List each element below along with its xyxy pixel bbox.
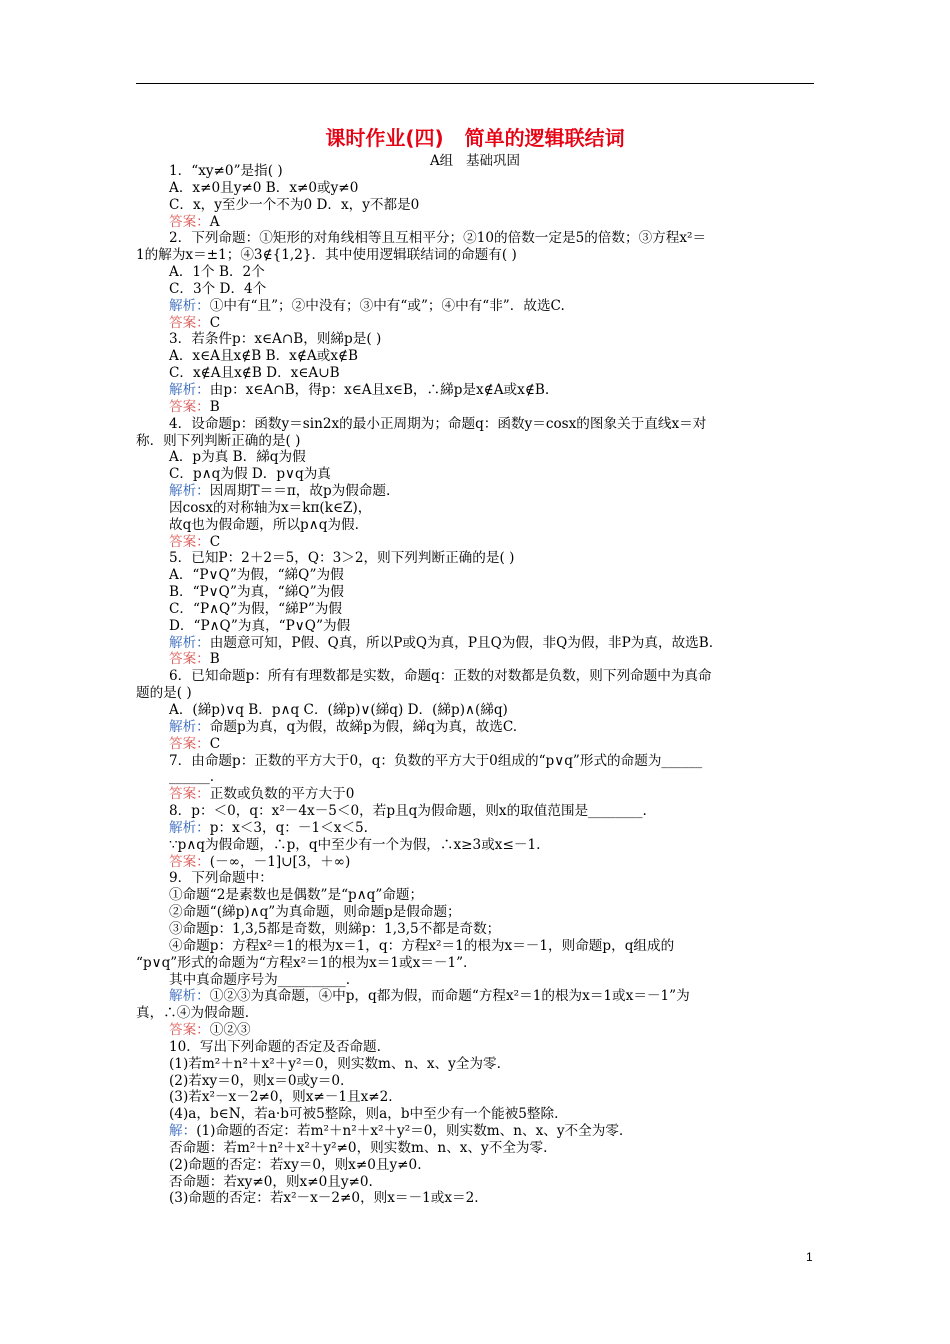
explanation-label: 解析： (169, 381, 210, 398)
text-line (136, 1190, 816, 1207)
line-text: ①命题“2是素数也是偶数”是“p∧q”命题； (169, 887, 424, 904)
text-line (136, 315, 816, 332)
text-line (136, 854, 816, 871)
line-text: A (209, 213, 220, 230)
page-number: 1 (806, 1250, 813, 1264)
line-text: B (209, 398, 220, 415)
text-line (136, 399, 816, 416)
text-line (136, 618, 816, 635)
line-text: ①中有“且”；②中没有；③中有“或”；④中有“非”．故选C. (209, 297, 565, 314)
line-text: 否命题：若xy≠0，则x≠0且y≠0. (169, 1173, 373, 1190)
text-line (136, 753, 816, 770)
line-text: 题的是( ) (136, 685, 192, 702)
text-line (136, 281, 816, 298)
line-text: A．1个 B．2个 (169, 264, 265, 281)
explanation-label: 解析： (169, 819, 210, 836)
line-text: 6．已知命题p：所有有理数都是实数，命题q：正数的对数都是负数，则下列命题中为真命 (169, 668, 712, 685)
line-text: (2)命题的否定：若xy＝0，则x≠0且y≠0. (169, 1156, 422, 1173)
line-text: ∵p∧q为假命题，∴p，q中至少有一个为假，∴x≥3或x≤－1. (169, 836, 541, 853)
line-text: A．x∈A且x∉B B．x∉A或x∉B (169, 348, 359, 365)
line-text: C．p∧q为假 D．p∨q为真 (169, 466, 331, 483)
text-line (136, 837, 816, 854)
text-line (136, 264, 816, 281)
line-text: ③命题p：1,3,5都是奇数，则綈p：1,3,5不都是奇数； (169, 920, 501, 937)
section-subtitle: A组 基础巩固 (429, 153, 521, 169)
text-line (136, 348, 816, 365)
text-line (136, 550, 816, 567)
text-line (136, 197, 816, 214)
header-rule (136, 83, 814, 84)
line-text: B．“P∨Q”为真，“綈Q”为假 (169, 584, 344, 601)
line-text: 7．由命题p：正数的平方大于0，q：负数的平方大于0组成的“p∨q”形式的命题为______ (169, 752, 703, 769)
text-line (136, 1123, 816, 1140)
line-text: C．“P∧Q”为假，“綈P”为假 (169, 600, 342, 617)
explanation-label: 解析： (169, 483, 210, 500)
line-text: 因周期T＝＝π，故p为假命题. (209, 483, 391, 500)
line-text: 1的解为x＝±1；④3∉{1,2}．其中使用逻辑联结词的命题有( ) (136, 247, 517, 264)
line-text: C．3个 D．4个 (169, 280, 267, 297)
line-text: “p∨q”形式的命题为“方程x²＝1的根为x＝1或x＝－1”. (136, 954, 468, 971)
line-text: (－∞，－1]∪[3，＋∞) (209, 853, 351, 870)
line-text: (4)a，b∈N，若a·b可被5整除，则a，b中至少有一个能被5整除. (169, 1106, 559, 1123)
line-text: 10．写出下列命题的否定及否命题. (169, 1038, 381, 1055)
text-line (136, 988, 816, 1005)
line-text: 4．设命题p：函数y＝sin2x的最小正周期为；命题q：函数y＝cosx的图象关于直线x＝对 (169, 415, 707, 432)
line-text: (3)若x²－x－2≠0，则x≠－1且x≠2. (169, 1089, 393, 1106)
text-line (136, 433, 816, 450)
line-text: ②命题“(綈p)∧q”为真命题，则命题p是假命题； (169, 904, 461, 921)
line-text: (1)若m²＋n²＋x²＋y²＝0，则实数m、n、x、y全为零. (169, 1055, 501, 1072)
text-line (136, 803, 816, 820)
line-text: 8．p：＜0，q：x²－4x－5＜0，若p且q为假命题，则x的取值范围是________. (169, 803, 647, 820)
line-text: 5．已知P：2＋2＝5，Q：3＞2，则下列判断正确的是( ) (169, 550, 515, 567)
line-text: 由题意可知，P假、Q真，所以P或Q为真，P且Q为假，非Q为假，非P为真，故选B. (209, 634, 714, 651)
text-line (136, 635, 816, 652)
text-line (136, 1056, 816, 1073)
line-text: 故q也为假命题，所以p∧q为假. (169, 516, 359, 533)
line-text: C (209, 735, 221, 752)
text-line (136, 534, 816, 551)
text-line (136, 247, 816, 264)
explanation-label: 解析： (169, 988, 210, 1005)
line-text: ④命题p：方程x²＝1的根为x＝1，q：方程x²＝1的根为x＝－1，则命题p，q组成的 (169, 937, 675, 954)
line-text: 2．下列命题：①矩形的对角线相等且互相平分；②10的倍数一定是5的倍数；③方程x²＝ (169, 230, 707, 247)
text-line (136, 1005, 816, 1022)
text-line (136, 668, 816, 685)
answer-label: 答案： (169, 1022, 210, 1039)
line-text: C．x∉A且x∉B D．x∈A∪B (169, 365, 340, 382)
page-title: 课时作业(四) 简单的逻辑联结词 (325, 126, 625, 150)
line-text: 正数或负数的平方大于0 (209, 786, 355, 803)
explanation-label: 解： (169, 1123, 197, 1140)
explanation-label: 解析： (169, 634, 210, 651)
answer-label: 答案： (169, 786, 210, 803)
line-text: 真，∴④为假命题. (136, 1005, 250, 1022)
line-text: 9．下列命题中： (169, 870, 273, 887)
text-line (136, 466, 816, 483)
line-text: 命题p为真，q为假，故綈p为假，綈q为真，故选C. (209, 718, 518, 735)
answer-label: 答案： (169, 651, 210, 668)
line-text: 由p：x∈A∩B，得p：x∈A且x∈B，∴綈p是x∉A或x∉B. (209, 381, 550, 398)
text-line (136, 1157, 816, 1174)
line-text: ①②③为真命题，④中p，q都为假，而命题“方程x²＝1的根为x＝1或x＝－1”为 (209, 988, 690, 1005)
text-line (136, 1140, 816, 1157)
text-line (136, 517, 816, 534)
line-text: (1)命题的否定：若m²＋n²＋x²＋y²＝0，则实数m、n、x、y不全为零. (196, 1123, 624, 1140)
line-text: A．p为真 B．綈q为假 (169, 449, 306, 466)
text-line (136, 365, 816, 382)
line-text: 否命题：若m²＋n²＋x²＋y²≠0，则实数m、n、x、y不全为零. (169, 1139, 548, 1156)
text-line (136, 820, 816, 837)
line-text: D．“P∧Q”为真，“P∨Q”为假 (169, 617, 351, 634)
answer-label: 答案： (169, 213, 210, 230)
text-line (136, 769, 816, 786)
text-line (136, 1073, 816, 1090)
text-line (136, 214, 816, 231)
text-line (136, 719, 816, 736)
text-line (136, 887, 816, 904)
text-line (136, 1039, 816, 1056)
text-line (136, 298, 816, 315)
line-text: C (209, 314, 221, 331)
line-text: 1．“xy≠0”是指( ) (169, 163, 283, 179)
text-line (136, 1174, 816, 1191)
line-text: 3．若条件p：x∈A∩B，则綈p是( ) (169, 331, 382, 348)
answer-label: 答案： (169, 735, 210, 752)
text-line (136, 416, 816, 433)
text-line (136, 500, 816, 517)
text-line (136, 651, 816, 668)
line-text: p：x＜3，q：－1＜x＜5. (209, 819, 368, 836)
line-text: C (209, 533, 221, 550)
text-line (136, 870, 816, 887)
text-line (136, 567, 816, 584)
text-line (136, 230, 816, 247)
text-line (136, 972, 816, 989)
line-text: A．“P∨Q”为假，“綈Q”为假 (169, 567, 344, 584)
answer-label: 答案： (169, 533, 210, 550)
line-text: (3)命题的否定：若x²－x－2≠0，则x＝－1或x＝2. (169, 1190, 479, 1207)
text-line (136, 331, 816, 348)
line-text: B (209, 651, 220, 668)
text-line (136, 584, 816, 601)
text-line (136, 1106, 816, 1123)
text-line (136, 955, 816, 972)
line-text: 其中真命题序号为__________. (169, 971, 351, 988)
text-line (136, 180, 816, 197)
answer-label: 答案： (169, 314, 210, 331)
line-text: ①②③ (209, 1022, 251, 1039)
text-line (136, 921, 816, 938)
text-line (136, 483, 816, 500)
text-line (136, 1022, 816, 1039)
line-text: A．(綈p)∨q B．p∧q C．(綈p)∨(綈q) D．(綈p)∧(綈q) (169, 702, 508, 718)
answer-label: 答案： (169, 398, 210, 415)
line-text: 因cosx的对称轴为x＝kπ(k∈Z)， (169, 499, 372, 516)
line-text: A．x≠0且y≠0 B．x≠0或y≠0 (169, 179, 359, 196)
text-line (136, 786, 816, 803)
line-text: 称．则下列判断正确的是( ) (136, 432, 301, 449)
text-line (136, 163, 816, 180)
line-text: ______. (169, 769, 215, 786)
text-line (136, 1089, 816, 1106)
text-line (136, 736, 816, 753)
text-line (136, 449, 816, 466)
text-line (136, 685, 816, 702)
text-line (136, 702, 816, 719)
text-line (136, 382, 816, 399)
text-line (136, 601, 816, 618)
line-text: (2)若xy＝0，则x＝0或y＝0. (169, 1072, 345, 1089)
explanation-label: 解析： (169, 718, 210, 735)
text-line (136, 904, 816, 921)
answer-label: 答案： (169, 853, 210, 870)
exercise-content (136, 163, 816, 1207)
text-line (136, 938, 816, 955)
explanation-label: 解析： (169, 297, 210, 314)
line-text: C．x，y至少一个不为0 D．x，y不都是0 (169, 196, 420, 213)
